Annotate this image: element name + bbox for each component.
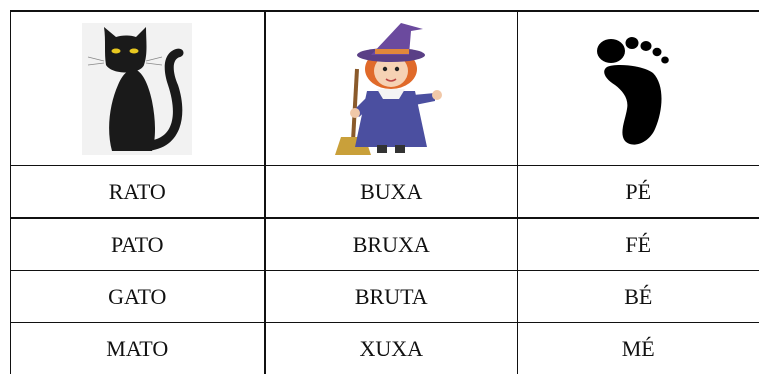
word-cell: BRUXA	[265, 218, 518, 271]
cat-picture-cell	[11, 11, 265, 166]
word-cell: RATO	[11, 166, 265, 219]
word-table	[10, 10, 759, 374]
word-cell: BÉ	[518, 271, 759, 323]
witch-icon	[331, 19, 451, 159]
word-row-4	[11, 323, 759, 374]
word-cell: MÉ	[518, 323, 759, 374]
word-cell: PATO	[11, 218, 265, 271]
word-cell: BRUTA	[265, 271, 518, 323]
word-cell: FÉ	[518, 218, 759, 271]
word-row-1	[11, 166, 759, 219]
black-cat-icon	[82, 23, 192, 155]
foot-picture-cell	[518, 11, 759, 166]
word-cell: BUXA	[265, 166, 518, 219]
word-cell: XUXA	[265, 323, 518, 374]
witch-picture-cell	[265, 11, 518, 166]
word-cell: PÉ	[518, 166, 759, 219]
word-cell: MATO	[11, 323, 265, 374]
picture-row	[11, 11, 759, 166]
footprint-icon	[593, 29, 683, 149]
word-cell: GATO	[11, 271, 265, 323]
word-row-3	[11, 271, 759, 323]
word-row-2	[11, 218, 759, 271]
